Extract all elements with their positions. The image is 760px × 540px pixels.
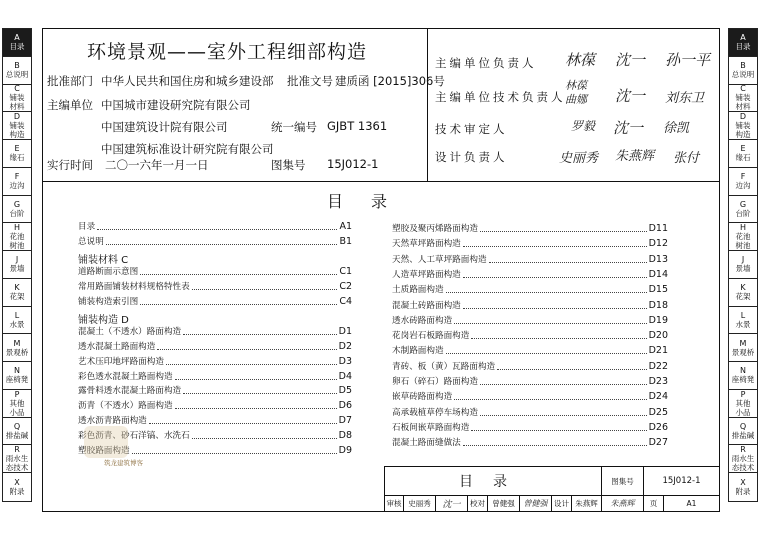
resp-sig-3b: 沈一: [613, 119, 644, 137]
toc-leader-dots: [454, 399, 646, 400]
toc-entry-title: 露骨料透水混凝土路面构造: [78, 386, 182, 397]
tab-letter: Q: [739, 421, 747, 431]
tab-label: 雨水生 态技术: [5, 454, 29, 473]
tab-label: 台阶: [9, 208, 25, 218]
toc-entry-title: 塑胶及聚丙烯路面构造: [392, 224, 478, 234]
toc-entry-code: D5: [338, 385, 352, 397]
toc-entry[interactable]: [392, 408, 668, 418]
toc-entry-title: 艺术压印地坪路面构造: [78, 356, 164, 367]
tab-label: 景观桥: [5, 347, 29, 357]
left-tab-f[interactable]: [3, 168, 31, 196]
resp-sig-2b: 曲娜: [565, 93, 587, 106]
toc-entry[interactable]: [78, 327, 352, 337]
right-tab-m[interactable]: [729, 334, 757, 362]
checker-signature: 曾健强: [520, 496, 552, 512]
unified-no: GJBT 1361: [327, 119, 388, 133]
toc-leader-dots: [140, 274, 337, 275]
unified-no-label: 统一编号: [271, 120, 317, 134]
toc-leader-dots: [192, 438, 337, 439]
title-block-atlas-no: 15J012-1: [644, 466, 720, 496]
toc-entry-code: D27: [648, 437, 668, 449]
toc-entry-code: D18: [648, 299, 668, 311]
toc-entry-title: 花岗岩石板路面构造: [392, 331, 470, 342]
toc-leader-dots: [446, 353, 647, 354]
toc-entry[interactable]: [392, 392, 668, 402]
toc-entry[interactable]: [392, 285, 668, 295]
tab-letter: C: [14, 84, 20, 94]
reviewer-signature: 沈一: [436, 496, 468, 512]
toc-entry-title: 青砖、板（黄）瓦路面构造: [392, 361, 496, 372]
right-tab-f[interactable]: [729, 168, 757, 196]
toc-entry-code: D9: [338, 445, 352, 457]
left-tab-r[interactable]: [3, 445, 31, 473]
tab-label: 花池 树池: [735, 232, 751, 251]
tab-label: 其他 小品: [9, 398, 25, 417]
right-tab-d[interactable]: [729, 112, 757, 140]
page-number: A1: [664, 496, 720, 512]
toc-entry[interactable]: [78, 416, 352, 426]
tab-label: 座椅凳: [731, 375, 755, 385]
tab-label: 目录: [735, 42, 751, 52]
tab-label: 铺装 构造: [9, 121, 25, 140]
toc-entry-title: 混凝土路面缝做法: [392, 438, 461, 449]
tab-label: 花池 树池: [9, 232, 25, 251]
toc-entry-code: D7: [338, 415, 352, 427]
tab-letter: P: [740, 389, 746, 399]
toc-entry[interactable]: [392, 270, 668, 280]
right-tab-b[interactable]: [729, 57, 757, 85]
toc-entry-title: 石板间嵌草路面构造: [392, 422, 470, 433]
left-tab-d[interactable]: [3, 112, 31, 140]
right-tab-r[interactable]: [729, 445, 757, 473]
tab-label: 铺装 材料: [735, 93, 751, 112]
designer: 朱燕辉: [572, 496, 602, 512]
toc-entry-title: 混凝土（不透水）路面构造: [78, 326, 182, 337]
tab-label: 座椅凳: [5, 375, 29, 385]
tab-letter: B: [740, 61, 746, 71]
resp-role-1: 主编单位负责人: [435, 56, 537, 70]
toc-leader-dots: [454, 323, 646, 324]
toc-entry[interactable]: [392, 377, 668, 387]
resp-sig-3a: 罗毅: [571, 119, 596, 133]
left-tab-p[interactable]: [3, 390, 31, 418]
toc-entry-title: 天然、人工草坪路面构造: [392, 254, 487, 265]
toc-entry-code: D1: [338, 325, 352, 337]
tab-label: 排盐碱: [5, 430, 29, 440]
effective-label: 实行时间: [47, 158, 93, 172]
left-tab-h[interactable]: [3, 223, 31, 251]
tab-letter: N: [14, 366, 20, 376]
toc-leader-dots: [497, 369, 646, 370]
tab-letter: L: [740, 310, 746, 320]
left-tab-b[interactable]: [3, 57, 31, 85]
resp-role-4: 设计负责人: [435, 150, 508, 164]
tab-letter: E: [740, 144, 746, 154]
tab-letter: J: [15, 255, 19, 265]
page-title: 环境景观——室外工程细部构造: [87, 41, 368, 63]
tab-letter: G: [739, 199, 747, 209]
resp-sig-3c: 徐凯: [663, 121, 690, 136]
tab-letter: R: [740, 445, 746, 455]
approval-doc-label: 批准文号: [287, 74, 333, 88]
right-tab-a[interactable]: [729, 29, 757, 57]
right-tab-e[interactable]: [729, 140, 757, 168]
toc-leader-dots: [489, 262, 647, 263]
toc-entry-title: 高承载植草停车场构造: [392, 407, 478, 418]
toc-entry-code: D24: [648, 391, 668, 403]
right-tab-h[interactable]: [729, 223, 757, 251]
checker: 曾健强: [488, 496, 520, 512]
left-tab-n[interactable]: [3, 362, 31, 390]
toc-entry-code: C2: [339, 280, 352, 292]
toc-entry-title: 彩色透水混凝土路面构造: [78, 371, 173, 382]
toc-leader-dots: [192, 289, 338, 290]
tab-letter: X: [14, 477, 20, 487]
tab-label: 台阶: [735, 208, 751, 218]
toc-leader-dots: [463, 277, 647, 278]
toc-entry-code: D22: [648, 360, 668, 372]
right-tab-x[interactable]: [729, 473, 757, 501]
toc-entry-title: 天然草坪路面构造: [392, 239, 461, 250]
resp-sig-4b: 朱燕辉: [615, 149, 655, 164]
toc-entry-code: D13: [648, 253, 668, 265]
toc-entry-title: 彩色沥青、砂石洋镐、水洗石: [78, 431, 190, 442]
right-tab-p[interactable]: [729, 390, 757, 418]
tab-letter: E: [14, 144, 20, 154]
watermark-text: 筑龙建筑博客: [104, 459, 143, 467]
toc-entry-code: D4: [338, 370, 352, 382]
editor-1: 中国城市建设研究院有限公司: [101, 98, 251, 112]
toc-entry[interactable]: [392, 316, 668, 326]
toc-entry-code: D3: [338, 355, 352, 367]
toc-entry[interactable]: [78, 357, 352, 367]
tab-letter: H: [739, 223, 746, 233]
toc-leader-dots: [175, 379, 337, 380]
resp-sig-2a: 林葆: [565, 79, 587, 92]
tab-letter: D: [739, 112, 747, 122]
toc-entry-title: 土质路面构造: [392, 285, 444, 296]
review-label: 审核: [384, 496, 404, 512]
toc-entry-code: D20: [648, 330, 668, 342]
toc-entry-title: 沥青（不透水）路面构造: [78, 401, 173, 412]
left-tab-x[interactable]: [3, 473, 31, 501]
tab-letter: K: [740, 283, 746, 293]
toc-entry[interactable]: [392, 362, 668, 372]
toc-entry[interactable]: [78, 372, 352, 382]
resp-sig-4c: 张付: [673, 151, 700, 166]
approval-doc: 建质函 [2015]306号: [335, 74, 445, 88]
toc-entry[interactable]: [78, 282, 352, 292]
toc-entry-code: B1: [339, 235, 352, 247]
toc-entry[interactable]: [78, 386, 352, 396]
right-tab-k[interactable]: [729, 279, 757, 307]
toc-entry[interactable]: [78, 267, 352, 277]
tab-label: 铺装 构造: [735, 121, 751, 140]
toc-entry[interactable]: [392, 331, 668, 341]
toc-entry-code: D19: [648, 314, 668, 326]
toc-entry-code: D25: [648, 406, 668, 418]
tab-letter: D: [13, 112, 21, 122]
tab-letter: A: [740, 33, 746, 43]
toc-leader-dots: [463, 445, 647, 446]
right-tab-q[interactable]: [729, 418, 757, 446]
toc-entry[interactable]: [392, 224, 668, 234]
tab-letter: J: [741, 255, 745, 265]
toc-leader-dots: [471, 338, 646, 339]
toc-heading: 目录: [327, 192, 416, 211]
left-tab-c[interactable]: [3, 85, 31, 113]
toc-entry[interactable]: [78, 297, 352, 307]
tab-label: 铺装 材料: [9, 93, 25, 112]
tab-letter: B: [14, 61, 20, 71]
tab-label: 花架: [735, 292, 751, 302]
tab-letter: F: [740, 172, 746, 182]
toc-leader-dots: [463, 246, 647, 247]
tab-label: 花架: [9, 292, 25, 302]
tab-letter: A: [14, 33, 20, 43]
toc-entry-title: 嵌草砖路面构造: [392, 392, 453, 403]
toc-leader-dots: [471, 430, 646, 431]
tab-letter: M: [739, 338, 747, 348]
right-tab-j[interactable]: [729, 251, 757, 279]
header-divider: [43, 181, 719, 182]
toc-entry-code: D11: [648, 223, 668, 234]
left-tab-l[interactable]: [3, 307, 31, 335]
tab-label: 附录: [735, 486, 751, 496]
toc-leader-dots: [183, 334, 337, 335]
editor-3: 中国建筑标准设计研究院有限公司: [101, 142, 274, 156]
toc-entry[interactable]: [392, 255, 668, 265]
approval-dept: 中华人民共和国住房和城乡建设部: [101, 74, 274, 88]
toc-leader-dots: [480, 384, 647, 385]
right-tab-l[interactable]: [729, 307, 757, 335]
toc-entry-code: A1: [339, 221, 352, 232]
left-tab-a[interactable]: [3, 29, 31, 57]
check-label: 校对: [468, 496, 488, 512]
left-tab-j[interactable]: [3, 251, 31, 279]
tab-label: 附录: [9, 486, 25, 496]
tab-letter: X: [740, 477, 746, 487]
toc-entry[interactable]: [78, 237, 352, 247]
toc-leader-dots: [106, 244, 338, 245]
toc-leader-dots: [480, 231, 647, 232]
toc-entry[interactable]: [392, 301, 668, 311]
toc-leader-dots: [183, 393, 337, 394]
toc-entry-title: 塑胶路面构造: [78, 446, 130, 457]
tab-letter: G: [13, 199, 21, 209]
toc-entry-code: C1: [339, 265, 352, 277]
approval-dept-label: 批准部门: [47, 74, 93, 88]
atlas-no: 15J012-1: [327, 157, 379, 171]
left-tab-q[interactable]: [3, 418, 31, 446]
toc-entry-title: 透水沥青路面构造: [78, 416, 147, 427]
tab-letter: P: [14, 389, 20, 399]
toc-entry-code: D2: [338, 340, 352, 352]
resp-sig-1c: 孙一平: [665, 51, 711, 69]
toc-leader-dots: [480, 415, 647, 416]
left-tab-e[interactable]: [3, 140, 31, 168]
tab-label: 景观桥: [731, 347, 755, 357]
toc-entry[interactable]: [392, 239, 668, 249]
left-tab-m[interactable]: [3, 334, 31, 362]
tab-label: 目录: [9, 42, 25, 52]
reviewer: 史丽秀: [404, 496, 436, 512]
toc-entry-code: D15: [648, 284, 668, 296]
right-tab-strip: [728, 28, 758, 502]
tab-letter: R: [14, 445, 20, 455]
right-tab-c[interactable]: [729, 85, 757, 113]
design-label: 设计: [552, 496, 572, 512]
tab-letter: Q: [13, 421, 21, 431]
toc-entry-title: 透水砖路面构造: [392, 315, 453, 326]
title-block-sheet-title: 目录: [384, 466, 602, 496]
tab-letter: M: [13, 338, 21, 348]
toc-entry-code: D8: [338, 430, 352, 442]
left-tab-k[interactable]: [3, 279, 31, 307]
tab-label: 排盐碱: [731, 430, 755, 440]
toc-entry-code: D23: [648, 376, 668, 387]
toc-entry-code: D26: [648, 421, 668, 433]
tab-letter: F: [14, 172, 20, 182]
header-split: [427, 29, 428, 181]
toc-leader-dots: [175, 408, 337, 409]
toc-leader-dots: [446, 292, 647, 293]
toc-section-heading: 铺装构造 D: [78, 314, 129, 326]
toc-entry-title: 常用路面铺装材料规格特性表: [78, 281, 190, 292]
toc-entry-title: 卵石（碎石）路面构造: [392, 377, 478, 387]
toc-entry-code: C4: [339, 295, 352, 307]
toc-entry-title: 木制路面构造: [392, 346, 444, 357]
toc-entry-title: 道路断面示意图: [78, 266, 139, 277]
tab-label: 水景: [735, 319, 751, 329]
tab-letter: K: [14, 283, 20, 293]
toc-entry[interactable]: [392, 423, 668, 433]
tab-label: 总说明: [5, 70, 29, 80]
toc-entry-title: 总说明: [78, 236, 104, 247]
toc-entry[interactable]: [78, 342, 352, 352]
toc-entry-title: 目录: [78, 222, 96, 232]
tab-label: 边沟: [735, 181, 751, 191]
toc-entry-title: 混凝土砖路面构造: [392, 300, 461, 311]
effective-date: 二〇一六年一月一日: [105, 158, 209, 172]
tab-label: 景墙: [735, 264, 751, 274]
resp-sig-2d: 刘东卫: [665, 91, 705, 106]
tab-label: 其他 小品: [735, 398, 751, 417]
toc-entry-code: D12: [648, 238, 668, 250]
left-tab-g[interactable]: [3, 196, 31, 224]
toc-entry-code: D14: [648, 268, 668, 280]
page-label: 页: [644, 496, 664, 512]
resp-role-2: 主编单位技术负责人: [435, 90, 566, 104]
resp-sig-2c: 沈一: [615, 87, 646, 105]
right-tab-n[interactable]: [729, 362, 757, 390]
toc-leader-dots: [157, 349, 336, 350]
tab-letter: L: [14, 310, 20, 320]
tab-label: 雨水生 态技术: [731, 454, 755, 473]
resp-sig-4a: 史丽秀: [559, 151, 599, 166]
toc-entry[interactable]: [392, 438, 668, 448]
title-block: [384, 466, 720, 512]
toc-entry-title: 透水混凝土路面构造: [78, 341, 156, 352]
tab-label: 缘石: [9, 153, 25, 163]
toc-leader-dots: [132, 453, 337, 454]
toc-leader-dots: [140, 304, 337, 305]
toc-entry-title: 人造草坪路面构造: [392, 269, 461, 280]
tab-letter: N: [740, 366, 746, 376]
toc-entry-code: D21: [648, 345, 668, 357]
watermark-stamp: [84, 426, 128, 458]
toc-leader-dots: [97, 229, 337, 230]
title-block-atlas-label: 图集号: [602, 466, 644, 496]
toc-entry-title: 铺装构造索引图: [78, 296, 139, 307]
resp-sig-1a: 林葆: [565, 51, 596, 69]
tab-letter: C: [740, 84, 746, 94]
tab-label: 水景: [9, 319, 25, 329]
tab-label: 总说明: [731, 70, 755, 80]
left-tab-strip: [2, 28, 32, 502]
toc-leader-dots: [166, 364, 337, 365]
designer-signature: 朱燕辉: [602, 496, 644, 512]
resp-role-3: 技术审定人: [435, 122, 508, 136]
toc-entry[interactable]: [78, 222, 352, 232]
toc-entry[interactable]: [392, 346, 668, 356]
right-tab-g[interactable]: [729, 196, 757, 224]
tab-label: 缘石: [735, 153, 751, 163]
toc-leader-dots: [463, 308, 647, 309]
toc-section-heading: 铺装材料 C: [78, 254, 129, 266]
toc-entry-code: D6: [338, 400, 352, 412]
tab-letter: H: [13, 223, 20, 233]
toc-entry[interactable]: [78, 401, 352, 411]
toc-leader-dots: [149, 423, 337, 424]
tab-label: 边沟: [9, 181, 25, 191]
resp-sig-1b: 沈一: [615, 51, 646, 69]
editor-2: 中国建筑设计院有限公司: [101, 120, 228, 134]
atlas-no-label: 图集号: [271, 158, 306, 172]
tab-label: 景墙: [9, 264, 25, 274]
editor-label: 主编单位: [47, 98, 93, 112]
